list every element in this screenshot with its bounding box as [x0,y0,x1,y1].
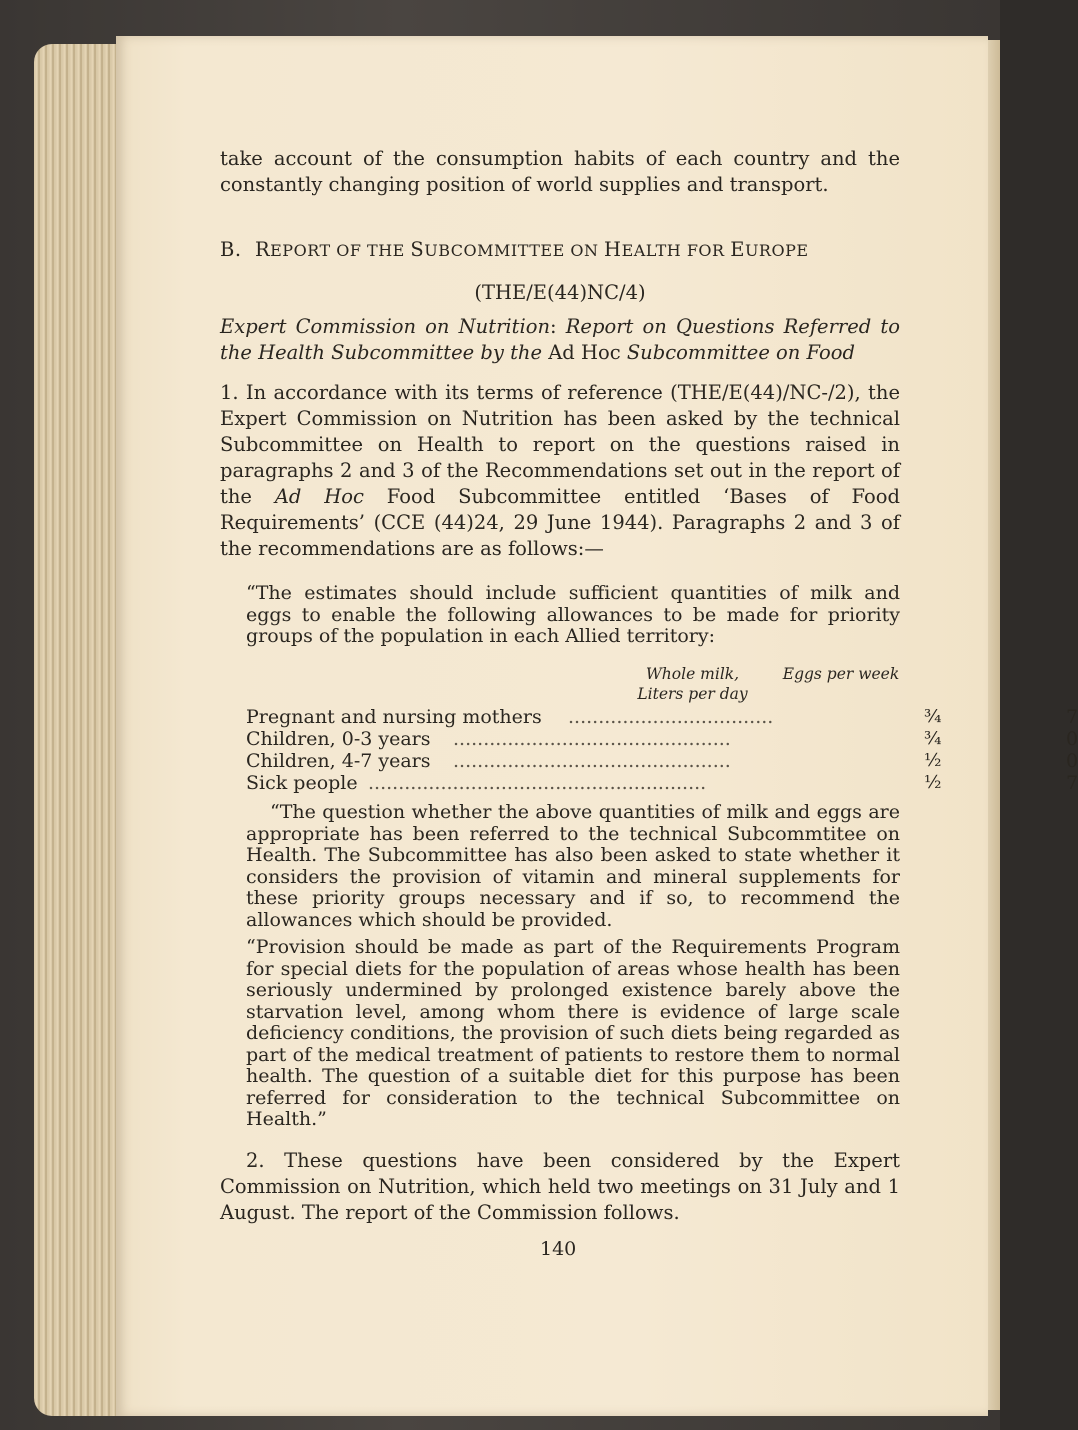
page-edges [34,44,124,1416]
section-subtitle: Expert Commission on Nutrition: Report on Questions Referred to the Health Subcommittee by the Ad Hoc Subcommittee on Food [220,315,900,364]
leader-dots: ........................................................ [368,772,707,794]
eggs-value: 7 [1066,706,1078,728]
row-label: Children, 0-3 years [246,728,431,750]
paragraph-2: 2. These questions have been considered by the Expert Commission on Nutrition, which held two meetings on 31 July and 1 August. The report of the Commission follows. [220,1149,900,1224]
quote-estimates: “The estimates should include sufficient quantities of milk and eggs to enable the following allowances to be made for priority groups of the population in each Allied territory: [246,582,900,647]
page-number: 140 [540,1238,577,1260]
document-code: (THE/E(44)NC/4) [474,281,646,304]
quote-question: “The question whether the above quantities of milk and eggs are appropriate has been referred to the technical Subcommtitee on Health. The Subcommittee has also been asked to state whether it considers the provision of vitamin and mineral supplements for these priority groups necessary and if so, to recommend the allowances which should be provided. [246,801,900,931]
section-letter: B. [220,238,242,261]
intro-paragraph: take account of the consumption habits of each country and the constantly changing position of world supplies and transport. [220,147,900,196]
milk-value: ¾ [924,728,942,749]
eggs-value: 0 [1066,750,1078,772]
quote-provision: “Provision should be made as part of the Requirements Program for special diets for the population of areas whose health has been seriously undermined by prolonged existence barely above the starvation level, among whom there is evidence of large scale deficiency conditions, the provision of such diets being regarded as part of the medical treatment of patients to restore them to normal health. The question of a suitable diet for this purpose has been referred for consideration to the technical Subcommittee on Health.” [246,936,900,1130]
row-label: Children, 4-7 years [246,750,431,772]
column-header-milk: Whole milk, Liters per day [637,665,748,703]
paragraph-1: 1. In accordance with its terms of reference (THE/E(44)/NC-/2), the Expert Commission on Nutrition has been asked by the technical Subcommittee on Health to report on the questions raised in paragraphs 2 and 3 of the Recommendations set out in the report of the Ad Hoc Food Subcommittee entitled ‘Bases of Food Requirements’ (CCE (44)24, 29 June 1944). Paragraphs 2 and 3 of the recommendations are as follows:— [220,381,900,560]
row-label: Pregnant and nursing mothers [246,706,542,728]
heading-word: EUROPE [730,238,809,261]
table-row [246,706,1078,728]
heading-word: HEALTH FOR [604,238,731,261]
leader-dots: .............................................. [453,728,731,750]
milk-value: ½ [924,750,942,771]
milk-value: ½ [924,772,942,793]
section-heading [220,238,900,261]
row-label: Sick people [246,772,358,794]
heading-word: SUBCOMMITTEE ON [410,238,605,261]
table-row [246,772,1078,794]
heading-word: REPORT OF THE [254,238,411,261]
table-row [246,750,1078,772]
eggs-value: 7 [1066,772,1078,794]
milk-value: ¾ [924,706,942,727]
leader-dots: .................................. [568,706,774,728]
table-row [246,728,1078,750]
leader-dots: .............................................. [453,750,731,772]
column-header-eggs: Eggs per week [782,665,900,683]
eggs-value: 0 [1066,728,1078,750]
